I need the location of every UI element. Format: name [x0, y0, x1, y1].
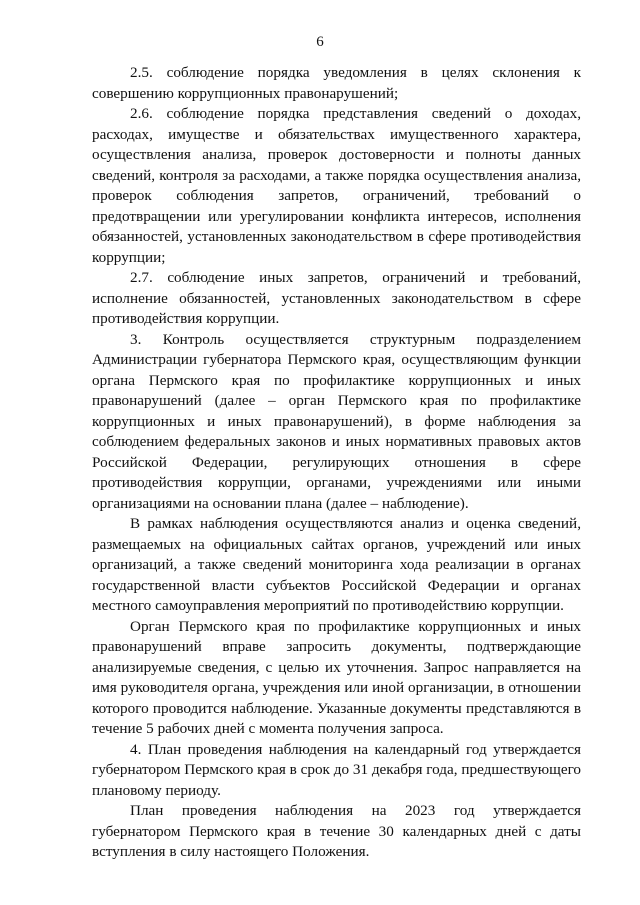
- paragraph-3: 3. Контроль осуществляется структурным подразделением Администрации губернатора Пермского края, осуществляющим функции органа Пермского края по профилактике коррупционных и иных правонарушений (далее – орган Пермского края по профилактике коррупционных и иных правонарушений), в форме наблюдения за соблюдением федеральных законов и иных нормативных правовых актов Российской Федерации, регулирующих отношения в сфере противодействия коррупции, органами, учреждениями или иными организациями на основании плана (далее – наблюдение).: [92, 330, 581, 512]
- paragraph-4: 4. План проведения наблюдения на календарный год утверждается губернатором Пермского края в срок до 31 декабря года, предшествующего плановому периоду.: [92, 740, 582, 799]
- page-number: 6: [316, 34, 324, 50]
- paragraph-2-6: 2.6. соблюдение порядка представления сведений о доходах, расходах, имуществе и обязательствах имущественного характера, осуществления анализа, проверок достоверности и полноты данных сведений, контроля за расходами, а также порядка осуществления анализа, проверок соблюдения запретов, ограничений, требований о предотвращении или урегулировании конфликта интересов, исполнения обязанностей, установленных законодательством в сфере противодействия коррупции;: [92, 105, 581, 266]
- paragraph-2-5: 2.5. соблюдение порядка уведомления в целях склонения к совершению коррупционных правонарушений;: [92, 64, 581, 102]
- document-body: [92, 63, 581, 863]
- paragraph-plan-2023: План проведения наблюдения на 2023 год утверждается губернатором Пермского края в течение 30 календарных дней с даты вступления в силу настоящего Положения.: [92, 802, 581, 860]
- paragraph-observation-analysis: В рамках наблюдения осуществляются анализ и оценка сведений, размещаемых на официальных сайтах органов, учреждений или иных организаций, а также сведений мониторинга хода реализации в органах государственной власти субъектов Российской Федерации и органах местного самоуправления мероприятий по противодействию коррупции.: [92, 515, 581, 614]
- paragraph-2-7: 2.7. соблюдение иных запретов, ограничений и требований, исполнение обязанностей, установленных законодательством в сфере противодействия коррупции.: [92, 269, 581, 327]
- paragraph-document-request: Орган Пермского края по профилактике коррупционных и иных правонарушений вправе запросить документы, подтверждающие анализируемые сведения, с целью их уточнения. Запрос направляется на имя руководителя органа, учреждения или иной организации, в отношении которого проводится наблюдение. Указанные документы представляются в течение 5 рабочих дней с момента получения запроса.: [92, 617, 581, 737]
